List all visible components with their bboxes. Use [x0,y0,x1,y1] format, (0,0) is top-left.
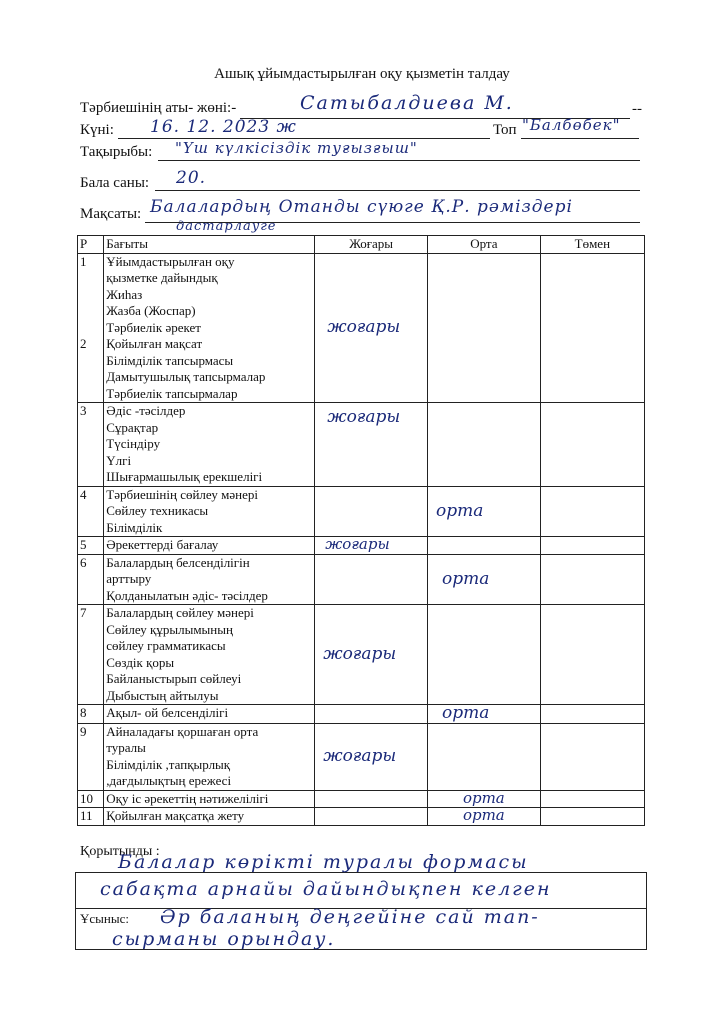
proposal-line1: Әр баланың деңгейіне сай тап- [160,906,540,928]
row-high-value: жоғары [327,317,401,337]
row-low [540,705,644,724]
row-number: 10 [78,790,104,808]
row-high [315,253,428,403]
row-high-value: жоғары [323,643,397,664]
goal-value-line1: Балалардың Отанды сүюге Қ.Р. рәміздері [150,197,573,217]
header-direction: Бағыты [104,236,315,254]
row-medium-value: орта [442,703,490,723]
row-medium [428,790,541,808]
table-row [78,486,645,537]
row-low [540,808,644,826]
form-title: Ашық ұйымдастырылған оқу қызметін талдау [214,66,510,82]
topic-underline [158,160,640,161]
row-items: Ақыл- ой белсенділігі [104,705,315,724]
row-number: 3 [78,403,104,487]
group-label: Топ [493,122,517,138]
row-items: Ұйымдастырылған оқу қызметке дайындық Жиһаз Жазба (Жоспар) Тәрбиелік әрекет Қойылған мақсат Білімділік тапсырмасы Дамытушылық тапсырмалар Тәрбиелік тапсырмалар [104,253,315,403]
row-high [315,705,428,724]
row-high [315,808,428,826]
row-number: 8 [78,705,104,724]
proposal-label: Ұсыныс: [80,911,129,926]
table-row [78,605,645,705]
teacher-value: Сатыбалдиева М. [300,92,514,114]
conclusion-line2: сабақта арнайы дайындықпен келген [100,878,552,900]
row-items: Балалардың белсенділігін арттыру Қолданылатын әдіс- тәсілдер [104,554,315,605]
topic-label: Тақырыбы: [80,144,153,160]
table-row [78,403,645,487]
row-high-value: жоғары [325,535,390,553]
row-number: 6 [78,554,104,605]
row-number: 4 [78,486,104,537]
row-items: Әдіс -тәсілдер Сұрақтар Түсіндіру Үлгі Шығармашылық ерекшелігі [104,403,315,487]
header-medium: Орта [428,236,541,254]
table-header-row [78,236,645,254]
row-high [315,554,428,605]
table-row [78,537,645,555]
date-value: 16. 12. 2023 ж [150,117,297,137]
table-row [78,808,645,826]
goal-value-line2: дастарлауге [176,219,277,234]
row-low [540,253,644,403]
row-medium-value: орта [442,568,490,589]
teacher-label: Тәрбиешінің аты- жөні:- [80,100,237,116]
row-high [315,723,428,790]
group-value: "Балбөбек" [522,116,621,134]
table-row [78,554,645,605]
header-number: Р [78,236,104,254]
row-number: 1 2 [78,253,104,403]
row-low [540,605,644,705]
row-low [540,403,644,487]
row-medium-value: орта [436,500,484,521]
topic-value: "Үш күлкісіздік туғызғыш" [175,139,418,157]
row-low [540,790,644,808]
row-high [315,486,428,537]
conclusion-label: Қорытынды : [80,844,160,859]
row-low [540,486,644,537]
header-low: Төмен [540,236,644,254]
goal-label: Мақсаты: [80,206,142,222]
date-label: Күні: [80,122,114,138]
table-row [78,790,645,808]
row-number: 9 [78,723,104,790]
children-count-label: Бала саны: [80,175,150,191]
group-underline [521,138,639,139]
row-medium [428,808,541,826]
row-number: 5 [78,537,104,555]
row-medium [428,486,541,537]
children-count-value: 20. [176,168,207,188]
proposal-line2: сырманы орындау. [112,928,336,950]
row-high-value: жоғары [327,407,401,427]
row-high-value: жоғары [323,745,397,766]
row-low [540,537,644,555]
row-medium [428,705,541,724]
row-number: 7 [78,605,104,705]
row-low [540,554,644,605]
row-medium [428,554,541,605]
row-medium-value: орта [462,806,505,824]
row-high [315,790,428,808]
row-low [540,723,644,790]
row-medium [428,403,541,487]
table-row [78,705,645,724]
row-items: Әрекеттерді бағалау [104,537,315,555]
row-medium [428,605,541,705]
table-row [78,723,645,790]
conclusion-line1: Балалар көрікті туралы формасы [118,851,529,873]
evaluation-table [77,235,645,826]
row-items: Оқу іс әрекеттің нәтижелілігі [104,790,315,808]
row-high [315,605,428,705]
row-items: Айналадағы қоршаған орта туралы Білімділік ,тапқырлық ,дағдылықтың ережесі [104,723,315,790]
row-items: Балалардың сөйлеу мәнері Сөйлеу құрылымының сөйлеу грамматикасы Сөздік қоры Байланыстырып сөйлеуі Дыбыстың айтылуы [104,605,315,705]
row-medium [428,537,541,555]
row-items: Тәрбиешінің сөйлеу мәнері Сөйлеу техникасы Білімділік [104,486,315,537]
row-medium [428,253,541,403]
row-medium-value: орта [462,788,505,807]
row-high [315,537,428,555]
row-number: 11 [78,808,104,826]
children-count-underline [155,190,640,191]
teacher-tail: -- [632,101,642,117]
row-high [315,403,428,487]
row-items: Қойылған мақсатқа жету [104,808,315,826]
header-high: Жоғары [315,236,428,254]
row-medium [428,723,541,790]
table-row [78,253,645,403]
